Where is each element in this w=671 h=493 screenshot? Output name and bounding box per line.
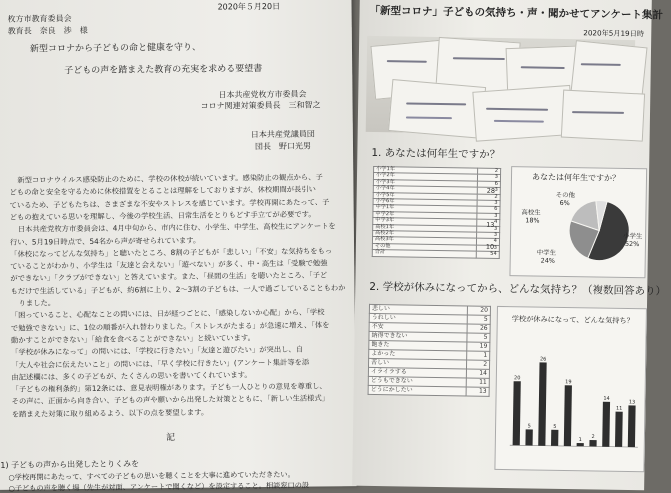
row-label: 小学2年 xyxy=(373,173,477,181)
pie-svg xyxy=(510,177,646,279)
addressee-org: 枚方市教育委員会 xyxy=(7,14,72,24)
row-label: 高校1年 xyxy=(373,224,477,232)
pie-label-other: その他 xyxy=(555,190,575,200)
bar-value-label: 13 xyxy=(628,399,636,406)
row-label: 苦しい xyxy=(368,358,466,369)
table-row xyxy=(372,250,499,258)
row-label: うれしい xyxy=(369,313,467,324)
group-junior-total: 13 xyxy=(486,220,495,229)
row-label: 中学3年 xyxy=(373,218,477,226)
body-line: 動かすことができない」「給食を食べることができない」と続いています。 xyxy=(10,333,255,345)
request-heading: 1) 子どもの声から出発したとりくみを xyxy=(0,459,140,470)
bar-value-label: 5 xyxy=(527,423,531,430)
row-label: 中学1年 xyxy=(373,205,477,213)
bar xyxy=(628,405,636,447)
row-label: 高校3年 xyxy=(372,237,476,245)
row-value: 5 xyxy=(467,315,490,324)
sender2-org: 日本共産党議員団 xyxy=(250,129,315,140)
right-document xyxy=(352,0,667,490)
row-value: 2 xyxy=(478,168,501,175)
bar-value-label: 5 xyxy=(553,423,557,430)
bar-value-label: 20 xyxy=(514,375,521,382)
bar-value-label: 14 xyxy=(603,395,610,402)
row-value: 54 xyxy=(476,251,499,258)
row-label: どうもできない xyxy=(368,376,466,387)
pie-pct-other: 6% xyxy=(559,198,570,208)
pie-chart-title: あなたは何年生ですか？ xyxy=(531,172,621,183)
row-value: 3 xyxy=(477,200,500,207)
feelings-table xyxy=(368,304,491,397)
row-label: 小学3年 xyxy=(373,179,477,187)
row-label: 飽きた xyxy=(369,340,467,351)
body-line: ていることがわかり、小学生は「友達と会えない」「遊べない」が多く、中・高生は「受験で勉強 xyxy=(10,258,328,271)
group-elementary-total: 28 xyxy=(486,186,495,195)
survey-sheets-photo xyxy=(366,36,635,136)
row-label: 悲しい xyxy=(369,304,467,315)
request-line-2: ○子どもの声を聴く場（先生が対面、アンケートで聞くなど）を設定すること。相談窓口の設 xyxy=(8,480,310,493)
row-value: 2 xyxy=(477,194,500,201)
row-value: 20 xyxy=(467,306,490,315)
row-value: 13 xyxy=(466,387,489,396)
row-value: 3 xyxy=(477,232,500,239)
body-line: 行い、5月19日時点で、54名から声が寄せられています。 xyxy=(9,235,201,247)
body-line: 「子どもの権利条約」第12条には、意見表明権があります。子ども一人ひとりの意見を尊重し、 xyxy=(11,381,327,394)
bar xyxy=(577,443,584,446)
bar-svg xyxy=(495,327,645,469)
bar-value-label: 11 xyxy=(615,405,623,412)
body-line: どもの命と安全を守るために休校措置をとることは理解をしておりますが、休校期間が長引い xyxy=(9,184,316,198)
bar xyxy=(513,381,521,445)
row-label: 合計 xyxy=(372,250,476,258)
row-label: どうにかしたい xyxy=(368,385,466,396)
bar-value-label: 2 xyxy=(591,434,595,441)
body-line: 新型コロナウイルス感染防止のために、学校の休校が続いています。感染防止の観点から、子 xyxy=(17,172,323,185)
row-value: 19 xyxy=(467,342,490,351)
row-value: 11 xyxy=(466,378,489,387)
sender1-person: コロナ関連対策委員長 三和智之 xyxy=(200,100,321,111)
sender1-org: 日本共産党枚方市委員会 xyxy=(218,89,307,100)
pie-label-elementary: 小学生 xyxy=(623,231,643,241)
bar xyxy=(564,385,572,446)
row-label: 高校2年 xyxy=(373,231,477,239)
pie-pct-elementary: 52% xyxy=(624,239,640,249)
row-label: 納得できない xyxy=(369,331,467,342)
body-line: 「休校になってどんな気持ち」と聴いたところ、8割の子どもが「悲しい」「不安」な気持ちをもっ xyxy=(10,246,333,259)
bar xyxy=(602,402,610,447)
body-line: どもの抱えている思いを理解し、今後の学校生活、日常生活をとりもどす手立てが必要です。 xyxy=(9,209,316,222)
row-label: 小学1年 xyxy=(374,166,478,174)
body-line: ができない」「クラブができない」と答えています。また、「昼間の生活」を聴いたところ、「子ど xyxy=(10,270,328,284)
row-value: 3 xyxy=(477,175,500,182)
row-value: 3 xyxy=(477,213,500,220)
bar xyxy=(525,429,532,445)
bar-chart-title: 学校が休みになって、どんな気持ち？ xyxy=(511,314,634,326)
pie-label-high: 高校生 xyxy=(521,208,541,217)
document-title-line1: 新型コロナから子どもの命と健康を守り、 xyxy=(29,42,202,55)
row-value: 26 xyxy=(467,324,490,333)
row-value: 1 xyxy=(467,351,490,360)
body-line: もだけで生活している」子どもが、約6割に上り、2～3割の子どもは、一人で過ごしていることもわか xyxy=(10,282,346,296)
bar xyxy=(551,430,558,446)
pie-pct-junior: 24% xyxy=(540,256,555,265)
group-high-total: 10 xyxy=(485,242,495,251)
body-line: ているため、子どもたちは、さまざまな不安やストレスを感じています。学校再開にあたって、子 xyxy=(9,196,330,210)
body-line: 由記述欄には、多くの子どもが、たくさんの思いを書いてくれています。 xyxy=(11,369,252,382)
body-line: で勉強できない」に、1位の順番が入れ替わりました。「ストレスがたまる」が急速に増え、「体を xyxy=(10,319,330,333)
row-value: 6 xyxy=(477,207,500,214)
row-label: その他 xyxy=(372,243,476,251)
grade-table xyxy=(372,166,501,259)
bar-value-label: 26 xyxy=(539,356,547,363)
row-value: 4 xyxy=(476,239,499,246)
bar-value-label: 1 xyxy=(578,437,582,444)
body-line: 「学校が休みになって」の問いには、「学校に行きたい」「友達と遊びたい」が突出し、自 xyxy=(11,344,304,357)
document-title-line2: 子どもの声を踏まえた教育の充実を求める要望書 xyxy=(64,64,263,77)
bar xyxy=(538,362,546,445)
bar xyxy=(615,412,623,447)
row-label: 小学6年 xyxy=(373,199,477,207)
question-1: 1. あなたは何年生ですか？ xyxy=(371,146,501,161)
pie-pct-high: 18% xyxy=(525,216,540,225)
sender2-person: 団長 野口光男 xyxy=(254,141,312,152)
row-value: 4 xyxy=(477,219,500,226)
row-value: 14 xyxy=(466,369,489,378)
ki-heading: 記 xyxy=(166,432,176,444)
row-value: 6 xyxy=(477,181,500,188)
body-line: 「困っていること、心配なことの問いには、日が経つごとに、「感染しないか心配」から、「学校 xyxy=(10,307,325,321)
row-label: イライラする xyxy=(368,367,466,378)
row-value: 2 xyxy=(466,360,489,369)
bar-value-label: 19 xyxy=(565,379,572,386)
document-date: 2020年５月20日 xyxy=(217,1,281,12)
row-label: 不安 xyxy=(369,322,467,333)
survey-date: 2020年5月19日時 xyxy=(583,28,645,39)
row-label: 小学4年 xyxy=(373,186,477,194)
addressee-person: 教育長 奈良 渉 様 xyxy=(7,25,88,36)
table-row xyxy=(368,385,489,396)
row-label: よかった xyxy=(369,349,467,360)
survey-title: 「新型コロナ」子どもの気持ち・声・聞かせてアンケート集計 xyxy=(369,4,664,22)
grade-pie-chart xyxy=(509,166,647,278)
row-value: 3 xyxy=(477,226,500,233)
row-value: 5 xyxy=(467,333,490,342)
pie-label-junior: 中学生 xyxy=(536,248,557,257)
feelings-bar-chart xyxy=(494,306,647,472)
body-line: 日本共産党枚方市委員会は、4月中旬から、市内に住む、小学生、中学生、高校生にアンケートを xyxy=(17,221,336,234)
body-line: その声に、正面から向き合い、子どもの声や願いから出発した対策とともに、「新しい生活様式」 xyxy=(11,393,330,407)
body-line: 「大人や社会に伝えたいこと」の問いには、「早く学校に行きたい」(アンケート集計等を添 xyxy=(11,357,310,370)
body-line: を踏まえた対策に取り組めるよう、以下の点を要望します。 xyxy=(11,407,209,419)
row-label: 小学5年 xyxy=(373,192,477,200)
bar xyxy=(589,440,596,447)
request-line-1: ○学校再開にあたって、すべての子どもの思いを聴くことを大事に進めていただきたい。 xyxy=(8,469,295,482)
question-2: 2. 学校が休みになってから、どんな気持ち？（複数回答あり） xyxy=(369,280,667,298)
row-label: 中学2年 xyxy=(373,211,477,219)
body-line: りました。 xyxy=(18,298,56,308)
row-value: 3 xyxy=(476,245,499,252)
row-value: 3 xyxy=(477,187,500,194)
